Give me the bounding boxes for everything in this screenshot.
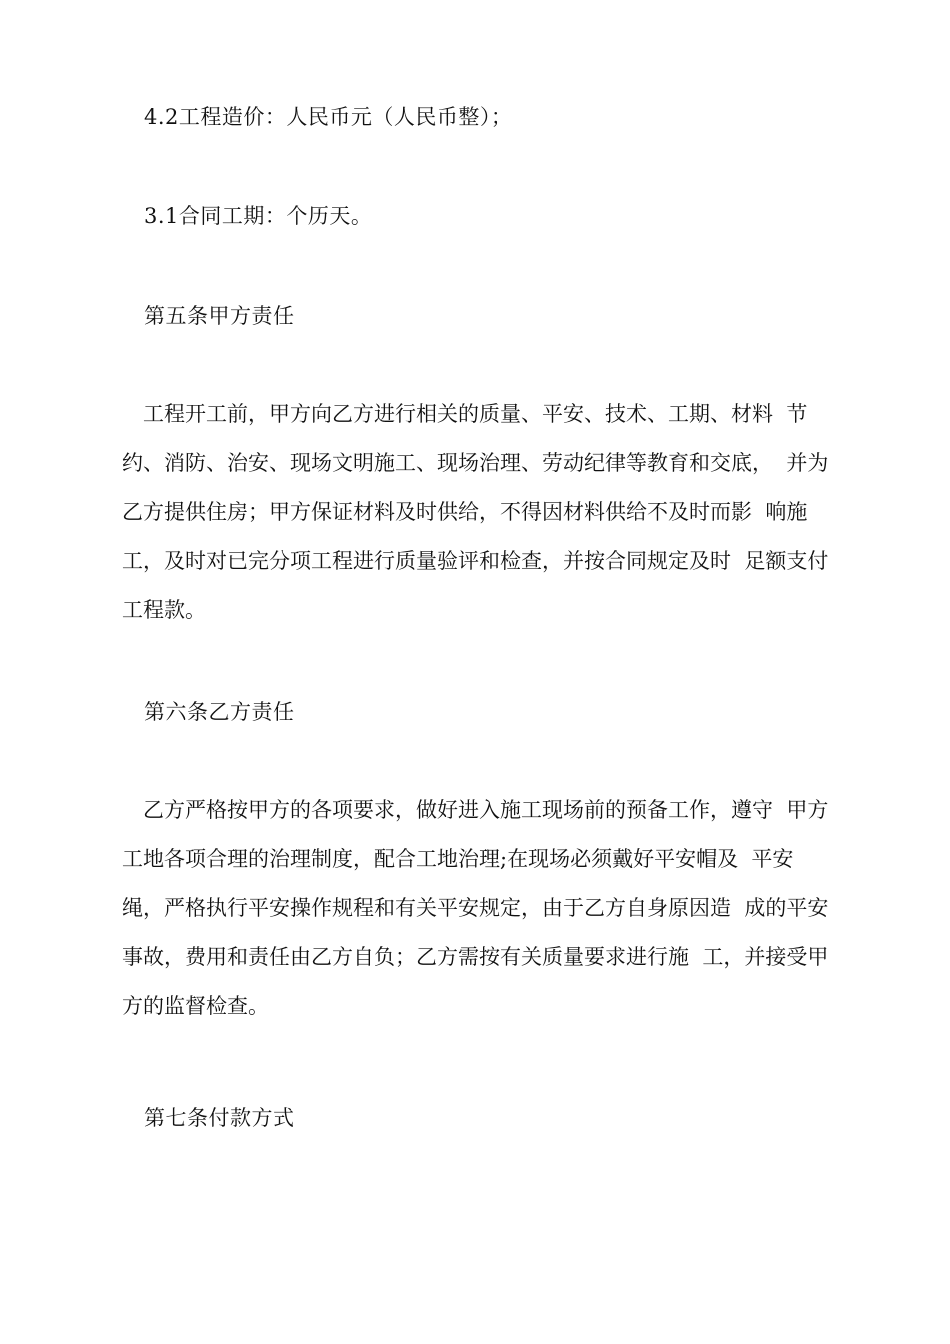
contract-period-line: 3.1合同工期：个历天。: [144, 204, 373, 228]
article-6-body: [122, 786, 842, 1031]
article-6-heading: 第六条乙方责任: [144, 700, 295, 724]
article-5-line: 约、消防、治安、现场文明施工、现场治理、劳动纪律等教育和交底， 并为: [122, 451, 829, 475]
article-5-line: 工，及时对已完分项工程进行质量验评和检查，并按合同规定及时 足额支付: [122, 549, 829, 573]
article-6-line: 绳，严格执行平安操作规程和有关平安规定，由于乙方自身原因造 成的平安: [122, 896, 829, 920]
article-5-line: 工程开工前，甲方向乙方进行相关的质量、平安、技术、工期、材料 节: [122, 402, 808, 426]
article-5-line: 工程款。: [122, 598, 206, 622]
article-5-line: 乙方提供住房；甲方保证材料及时供给，不得因材料供给不及时而影 响施: [122, 500, 808, 524]
cost-line: 4.2工程造价：人民币元（人民币整）；: [144, 105, 513, 129]
article-7-heading: 第七条付款方式: [144, 1106, 295, 1130]
article-6-line: 事故，费用和责任由乙方自负；乙方需按有关质量要求进行施 工，并接受甲: [122, 945, 829, 969]
article-5-heading: 第五条甲方责任: [144, 304, 295, 328]
article-6-line: 乙方严格按甲方的各项要求，做好进入施工现场前的预备工作，遵守 甲方: [122, 798, 829, 822]
article-5-body: [122, 390, 842, 635]
article-6-line: 工地各项合理的治理制度，配合工地治理;在现场必须戴好平安帽及 平安: [122, 847, 794, 871]
article-6-line: 方的监督检查。: [122, 994, 269, 1018]
